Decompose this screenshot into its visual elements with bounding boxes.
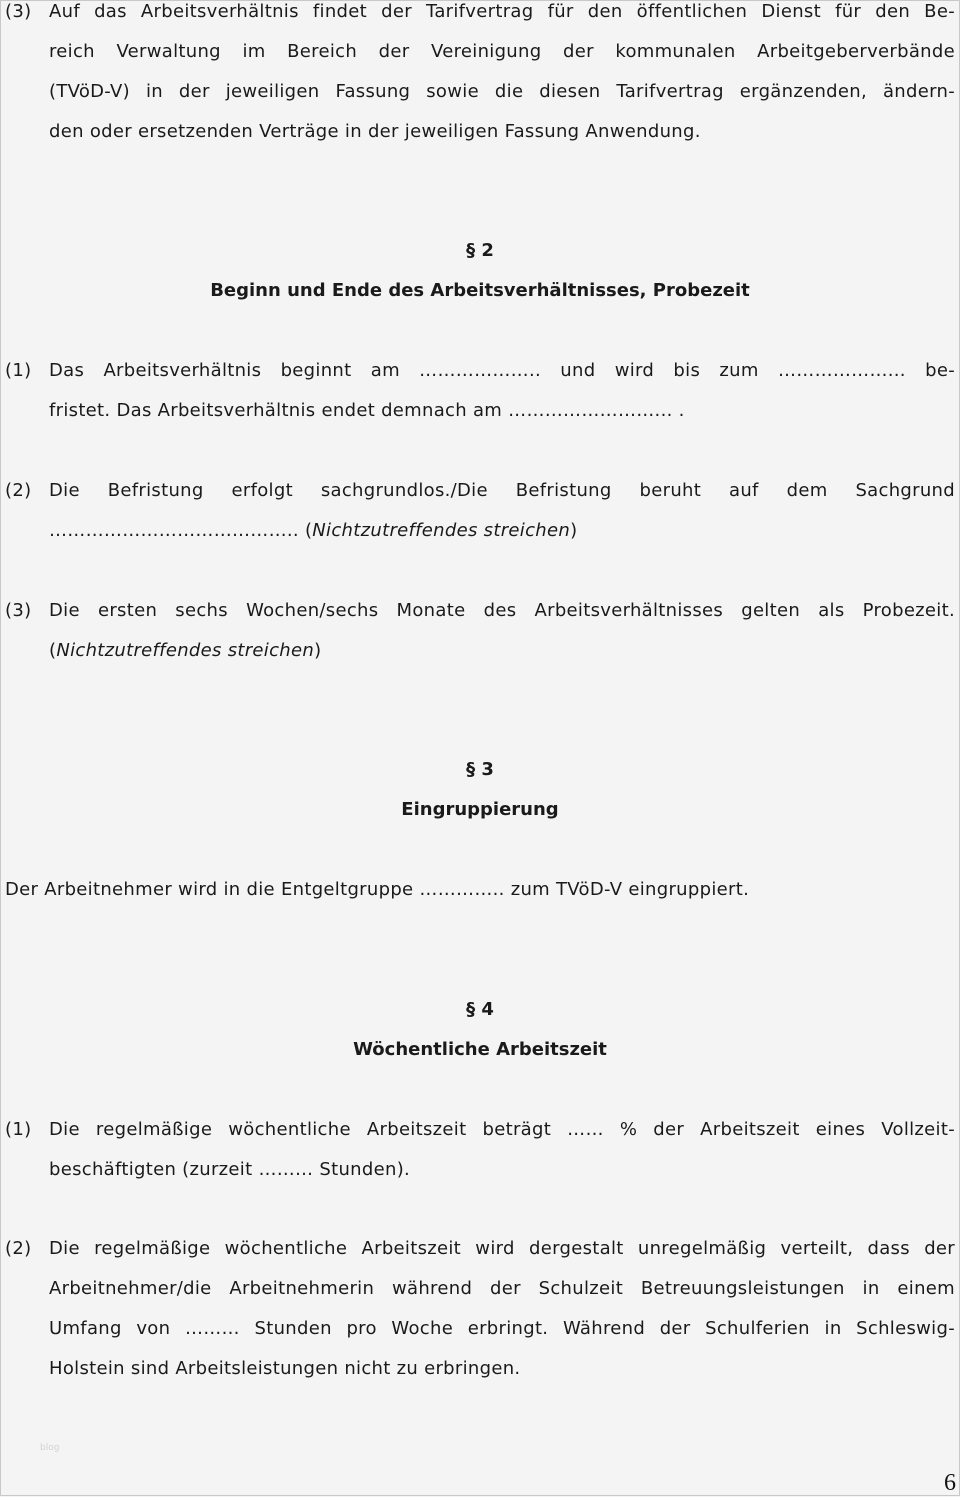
text-line [49,631,321,671]
text-line: beschäftigten (zurzeit ……… Stunden). [49,1159,411,1180]
paragraph-number: (2) [5,480,32,501]
text-line: fristet. Das Arbeitsverhältnis endet demnach am ……………………... . [49,400,685,421]
text-line: (TVöD-V) in der jeweiligen Fassung sowie die diesen Tarifvertrag ergänzenden, ändern- [49,81,955,102]
italic-note: Nichtzutreffendes streichen [312,520,571,541]
watermark: blog [40,1443,60,1453]
text-line: den oder ersetzenden Verträge in der jeweiligen Fassung Anwendung. [49,121,701,142]
text: ( [49,640,57,661]
text-line: Holstein sind Arbeitsleistungen nicht zu erbringen. [49,1358,521,1379]
text-line: Das Arbeitsverhältnis beginnt am ……………….. und wird bis zum ………………... be- [49,360,955,381]
text-line: Die ersten sechs Wochen/sechs Monate des Arbeitsverhältnisses gelten als Probezeit. [49,600,955,621]
paragraph-number: (3) [5,600,32,621]
paragraph-number: (1) [5,360,32,381]
text-line: Die regelmäßige wöchentliche Arbeitszeit beträgt …… % der Arbeitszeit eines Vollzeit- [49,1119,955,1140]
section-title: Wöchentliche Arbeitszeit [353,1039,607,1060]
text-line: Arbeitnehmer/die Arbeitnehmerin während der Schulzeit Betreuungsleistungen in einem [49,1278,955,1299]
page-number: 6 [944,1470,956,1496]
section-title: Eingruppierung [401,799,559,820]
text-line: Die Befristung erfolgt sachgrundlos./Die Befristung beruht auf dem Sachgrund [49,480,955,501]
text-line: Der Arbeitnehmer wird in die Entgeltgruppe ………….. zum TVöD-V eingruppiert. [5,879,750,900]
text-line [49,511,577,551]
section-symbol: § 2 [466,240,494,261]
section-title: Beginn und Ende des Arbeitsverhältnisses, Probezeit [210,280,750,301]
section-symbol: § 4 [466,999,494,1020]
text: ) [314,640,322,661]
paragraph-number: (2) [5,1238,32,1259]
text-line: Umfang von ……… Stunden pro Woche erbringt. Während der Schulferien in Schleswig- [49,1318,955,1339]
text-line: Auf das Arbeitsverhältnis findet der Tarifvertrag für den öffentlichen Dienst für den Be- [49,1,955,22]
paragraph-number: (1) [5,1119,32,1140]
text-line: Die regelmäßige wöchentliche Arbeitszeit wird dergestalt unregelmäßig verteilt, dass der [49,1238,955,1259]
text: ………………………………….. ( [49,520,313,541]
section-symbol: § 3 [466,759,494,780]
text: ) [570,520,578,541]
italic-note: Nichtzutreffendes streichen [56,640,315,661]
paragraph-number: (3) [5,1,32,22]
text-line: reich Verwaltung im Bereich der Vereinigung der kommunalen Arbeitgeberverbände [49,41,955,62]
